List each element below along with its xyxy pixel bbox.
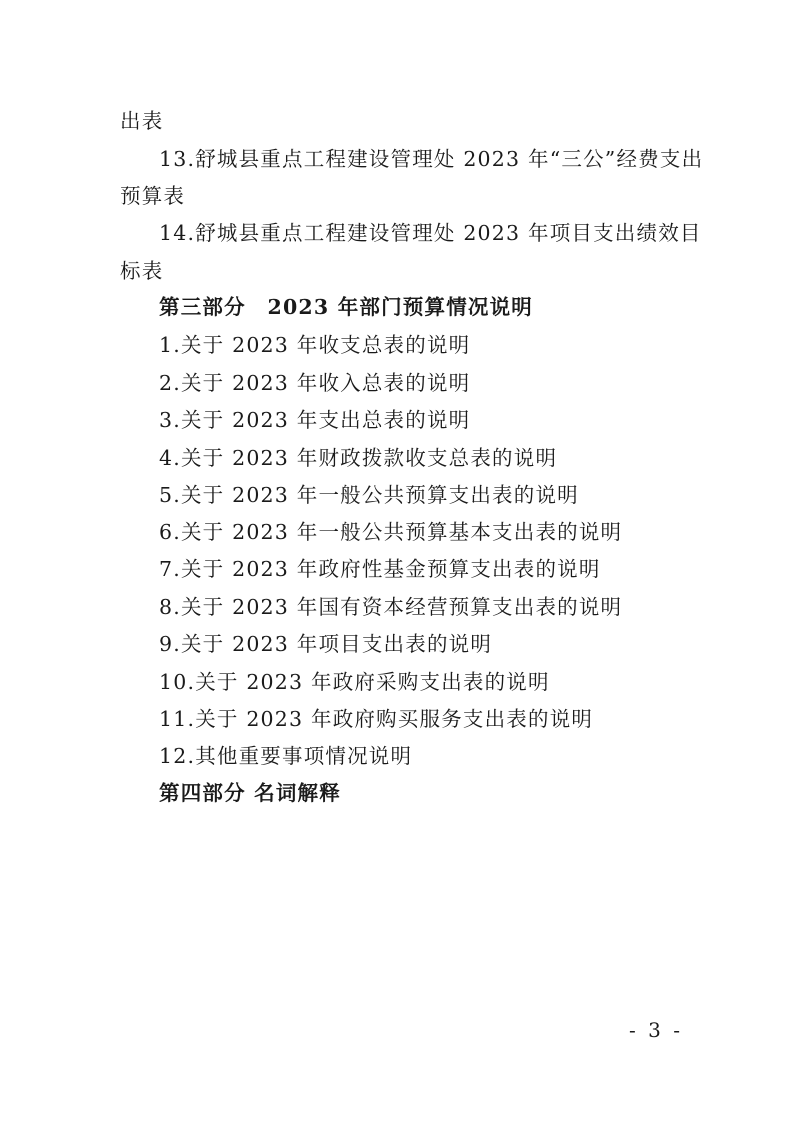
text-line-continuation-12: 出表 [120,109,164,133]
section-heading-part-three: 第三部分 2023 年部门预算情况说明 [159,295,533,319]
toc-item-13-continuation: 预算表 [120,184,186,208]
toc-item-part3-9: 9.关于 2023 年项目支出表的说明 [159,632,493,656]
toc-item-14-continuation: 标表 [120,259,164,283]
page-number: - 3 - [629,1018,683,1042]
toc-item-part3-7: 7.关于 2023 年政府性基金预算支出表的说明 [159,557,601,581]
toc-item-14: 14.舒城县重点工程建设管理处 2023 年项目支出绩效目 [159,221,702,245]
toc-item-part3-10: 10.关于 2023 年政府采购支出表的说明 [159,670,550,694]
toc-item-part3-12: 12.其他重要事项情况说明 [159,744,413,768]
toc-item-part3-8: 8.关于 2023 年国有资本经营预算支出表的说明 [159,595,623,619]
toc-item-part3-2: 2.关于 2023 年收入总表的说明 [159,371,471,395]
toc-item-part3-4: 4.关于 2023 年财政拨款收支总表的说明 [159,446,558,470]
toc-item-part3-6: 6.关于 2023 年一般公共预算基本支出表的说明 [159,520,623,544]
toc-item-part3-1: 1.关于 2023 年收支总表的说明 [159,333,471,357]
toc-item-part3-11: 11.关于 2023 年政府购买服务支出表的说明 [159,707,594,731]
toc-item-part3-3: 3.关于 2023 年支出总表的说明 [159,408,471,432]
toc-item-13: 13.舒城县重点工程建设管理处 2023 年“三公”经费支出 [159,147,704,171]
toc-item-part3-5: 5.关于 2023 年一般公共预算支出表的说明 [159,483,579,507]
section-heading-part-four: 第四部分 名词解释 [159,781,341,805]
